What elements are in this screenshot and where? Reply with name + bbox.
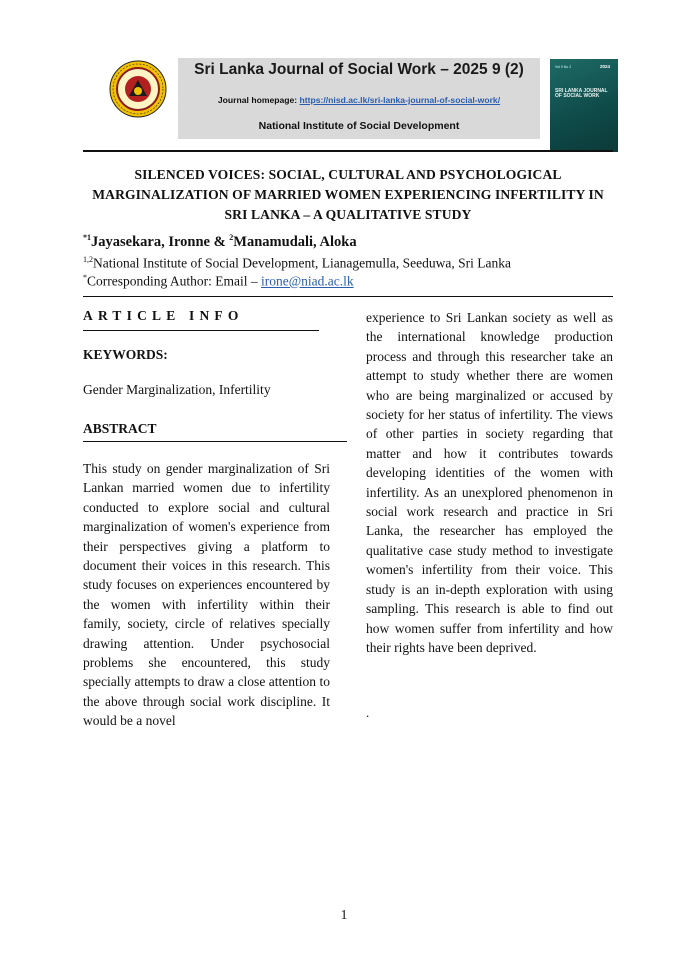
abstract-divider bbox=[83, 441, 347, 442]
header-divider bbox=[83, 150, 613, 152]
author1-name: Jayasekara, Ironne & bbox=[91, 233, 230, 250]
keywords-heading: KEYWORDS: bbox=[83, 347, 168, 362]
paper-title: SILENCED VOICES: SOCIAL, CULTURAL AND PSYCHOLOGICAL MARGINALIZATION OF MARRIED WOMEN EXPERIENCING INFERTILITY IN SRI LANKA – A QUALITATIVE STUDY bbox=[92, 167, 604, 222]
keywords-text: Gender Marginalization, Infertility bbox=[83, 382, 271, 397]
author2-name: Manamudali, Aloka bbox=[233, 233, 357, 250]
institute-name: National Institute of Social Development bbox=[258, 120, 460, 132]
article-info-divider bbox=[83, 330, 319, 331]
homepage-link[interactable]: https://nisd.ac.lk/sri-lanka-journal-of-social-work/ bbox=[299, 95, 501, 105]
institute-logo bbox=[109, 60, 167, 118]
abstract-text-part1: This study on gender marginalization of Sri Lankan married women due to infertility conducted to explore social and cultural marginalization of women's experience from their perspectives giving a platform to document their voices in this research. This study focuses on experiences encountered by the women with infertility within their family, society, circle of relatives specially drawing attention. Under psychosocial problems she encountered, this study specially attempts to draw a close attention to the above through social work discipline. It would be a novel bbox=[83, 461, 330, 729]
journal-title: Sri Lanka Journal of Social Work – 2025 9 (2) bbox=[194, 61, 524, 78]
author1-marker: *1 bbox=[83, 233, 91, 242]
corresponding-email-link[interactable]: irone@niad.ac.lk bbox=[260, 273, 354, 289]
cover-volume: Vol 9 No 2 bbox=[555, 65, 572, 69]
affiliation-line bbox=[83, 255, 511, 272]
abstract-heading: ABSTRACT bbox=[83, 421, 157, 436]
article-info-heading: ARTICLE INFO bbox=[83, 308, 244, 323]
cover-title: SRI LANKA JOURNAL OF SOCIAL WORK bbox=[555, 88, 608, 100]
page-number: 1 bbox=[340, 907, 348, 922]
journal-cover-image bbox=[550, 59, 618, 152]
cover-year: 2024 bbox=[600, 64, 611, 69]
author-line bbox=[83, 233, 357, 251]
corresponding-label: Corresponding Author: Email – bbox=[87, 273, 261, 289]
affiliation-text: National Institute of Social Development, Lianagemulla, Seeduwa, Sri Lanka bbox=[93, 255, 512, 271]
title-block-divider bbox=[83, 296, 613, 297]
corresponding-marker: * bbox=[83, 273, 87, 282]
affiliation-marker: 1,2 bbox=[83, 255, 93, 264]
author2-marker: 2 bbox=[229, 233, 234, 242]
corresponding-author-line bbox=[83, 273, 354, 290]
homepage-label: Journal homepage: bbox=[217, 95, 300, 105]
journal-homepage-line bbox=[178, 95, 540, 105]
journal-header bbox=[178, 58, 540, 139]
stray-mark: . bbox=[366, 705, 370, 720]
abstract-text-part2: experience to Sri Lankan society as well as the international knowledge production process and through this researcher take an attempt to study whether there are women who are being marginalized or accused by society for her status of infertility. The views of other parties in society regarding that matter and how it contributes towards developing identities of the women with infertility. As an unexplored phenomenon in social work research and practice in Sri Lanka, the researcher has employed the qualitative case study method to investigate women's infertility from their voice. This study is an in-depth exploration with using sampling. This research is able to find out how women suffer from infertility and how their rights have been deprived. bbox=[366, 310, 613, 655]
